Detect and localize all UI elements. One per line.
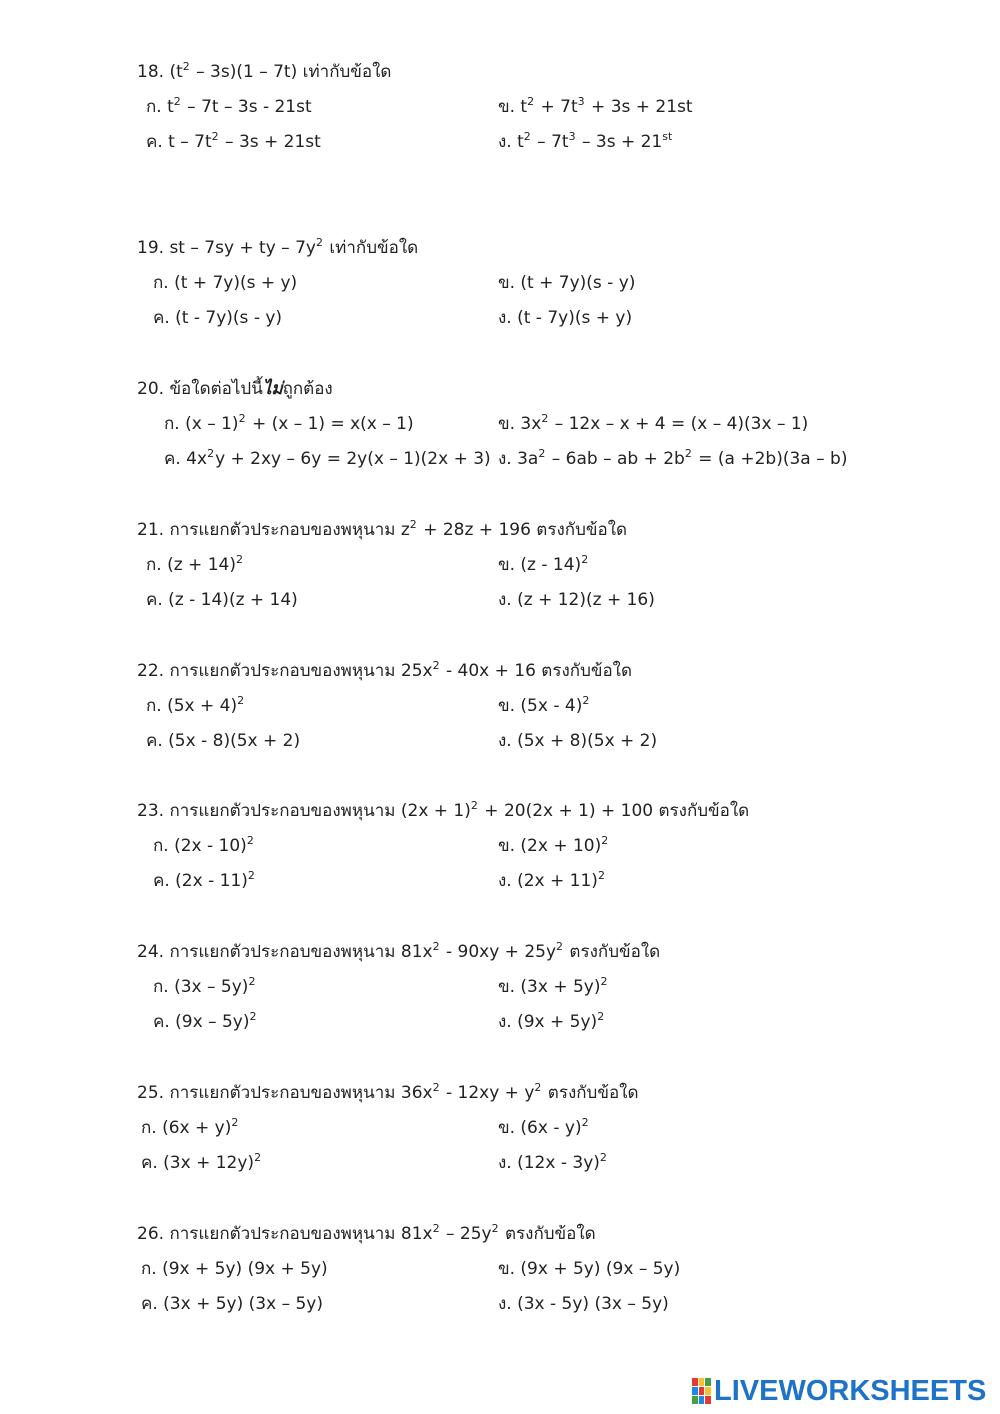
question-text: 21. การแยกตัวประกอบของพหุนาม $z^2 + 28z + 196$ ตรงกับข้อใด bbox=[137, 518, 628, 540]
option-b[interactable]: ข. $(3x + 5y)^2$ bbox=[498, 975, 608, 997]
option-c[interactable]: ค. (9x – 5y)$^2$ bbox=[153, 1010, 257, 1032]
emphasis-not: ไม่ bbox=[262, 379, 283, 399]
option-b[interactable]: ข. (z - 14)$^2$ bbox=[498, 553, 589, 575]
option-a[interactable]: ก. $t^2 - 7t - 3s - 21st$ bbox=[146, 95, 312, 117]
option-a[interactable]: ก. $(6x + y)^2$ bbox=[141, 1116, 239, 1138]
option-a[interactable]: ก. (x – 1)$^2$ + (x – 1) = x(x – 1) bbox=[164, 412, 414, 434]
option-d[interactable]: ง. (12x - 3y)$^2$ bbox=[498, 1151, 607, 1173]
question-text: 26. การแยกตัวประกอบของพหุนาม $81x^2 - 25y^2$ ตรงกับข้อใด bbox=[137, 1222, 596, 1244]
option-c[interactable]: ค. (5x - 8)(5x + 2) bbox=[146, 731, 301, 751]
option-c[interactable]: ค. $t - 7t^2 - 3s + 21st$ bbox=[146, 130, 321, 152]
option-d[interactable]: ง. $t^2 - 7t^3 - 3s + 21st$ bbox=[498, 130, 673, 152]
question-text: 25. การแยกตัวประกอบของพหุนาม $36x^2 - 12xy + y^2$ ตรงกับข้อใด bbox=[137, 1081, 639, 1103]
option-c[interactable]: ค. (t - 7y)(s - y) bbox=[153, 308, 283, 328]
option-a[interactable]: ก. (9x + 5y) (9x + 5y) bbox=[141, 1259, 328, 1279]
option-b[interactable]: ข. $3x^2 - 12x - x + 4 = (x - 4)(3x - 1)$ bbox=[498, 412, 809, 434]
option-d[interactable]: ง. (5x + 8)(5x + 2) bbox=[498, 731, 658, 751]
option-c[interactable]: ค. (z - 14)(z + 14) bbox=[146, 590, 298, 610]
option-a[interactable]: ก. $(z + 14)^2$ bbox=[146, 553, 243, 575]
question-text: 22. การแยกตัวประกอบของพหุนาม $25x^2 - 40x + 16$ ตรงกับข้อใด bbox=[137, 659, 633, 681]
option-a[interactable]: ก. $(5x + 4)^2$ bbox=[146, 694, 245, 716]
logo-mark-icon bbox=[692, 1378, 711, 1404]
option-d[interactable]: ง. (3x - 5y) (3x – 5y) bbox=[498, 1294, 669, 1314]
option-b[interactable]: ข. (9x + 5y) (9x – 5y) bbox=[498, 1259, 681, 1279]
question-text: 24. การแยกตัวประกอบของพหุนาม $81x^2 - 90xy + 25y^2$ ตรงกับข้อใด bbox=[137, 940, 661, 962]
option-c[interactable]: ค. $4x^2y + 2xy - 6y = 2y(x - 1)(2x + 3)$ bbox=[164, 447, 491, 469]
question-text: 20. ข้อใดต่อไปนี้ไม่ถูกต้อง bbox=[137, 379, 333, 399]
option-d[interactable]: ง. $(2x + 11)^2$ bbox=[498, 869, 605, 891]
option-b[interactable]: ข. (6x - y)$^2$ bbox=[498, 1116, 589, 1138]
option-a[interactable]: ก. (t + 7y)(s + y) bbox=[153, 273, 298, 293]
liveworksheets-logo[interactable] bbox=[692, 1375, 992, 1407]
option-d[interactable]: ง. $(9x + 5y)^2$ bbox=[498, 1010, 605, 1032]
option-b[interactable]: ข. $(2x + 10)^2$ bbox=[498, 834, 609, 856]
option-b[interactable]: ข. (5x - 4)$^2$ bbox=[498, 694, 590, 716]
option-a[interactable]: ก. (3x – 5y)$^2$ bbox=[153, 975, 256, 997]
question-text: 18. $(t^2 - 3s)(1 - 7t)$ เท่ากับข้อใด bbox=[137, 60, 392, 82]
option-d[interactable]: ง. $3a^2 - 6ab$ – ab + $2b^2 = (a +2b)(3a - b)$ bbox=[498, 447, 848, 469]
option-b[interactable]: ข. $t^2 + 7t^3 + 3s + 21st$ bbox=[498, 95, 693, 117]
option-c[interactable]: ค. (2x - 11)$^2$ bbox=[153, 869, 255, 891]
question-text: 19. st – 7sy + ty – $7y^2$ เท่ากับข้อใด bbox=[137, 236, 419, 258]
option-b[interactable]: ข. (t + 7y)(s - y) bbox=[498, 273, 636, 293]
option-c[interactable]: ค. (3x + 5y) (3x – 5y) bbox=[141, 1294, 323, 1314]
option-c[interactable]: ค. $(3x + 12y)^2$ bbox=[141, 1151, 262, 1173]
option-d[interactable]: ง. (z + 12)(z + 16) bbox=[498, 590, 655, 610]
logo-text: LIVEWORKSHEETS bbox=[714, 1374, 987, 1407]
option-d[interactable]: ง. (t - 7y)(s + y) bbox=[498, 308, 633, 328]
question-text: 23. การแยกตัวประกอบของพหุนาม $(2x + 1)^2 + 20(2x + 1) + 100$ ตรงกับข้อใด bbox=[137, 799, 750, 821]
option-a[interactable]: ก. (2x - 10)$^2$ bbox=[153, 834, 254, 856]
